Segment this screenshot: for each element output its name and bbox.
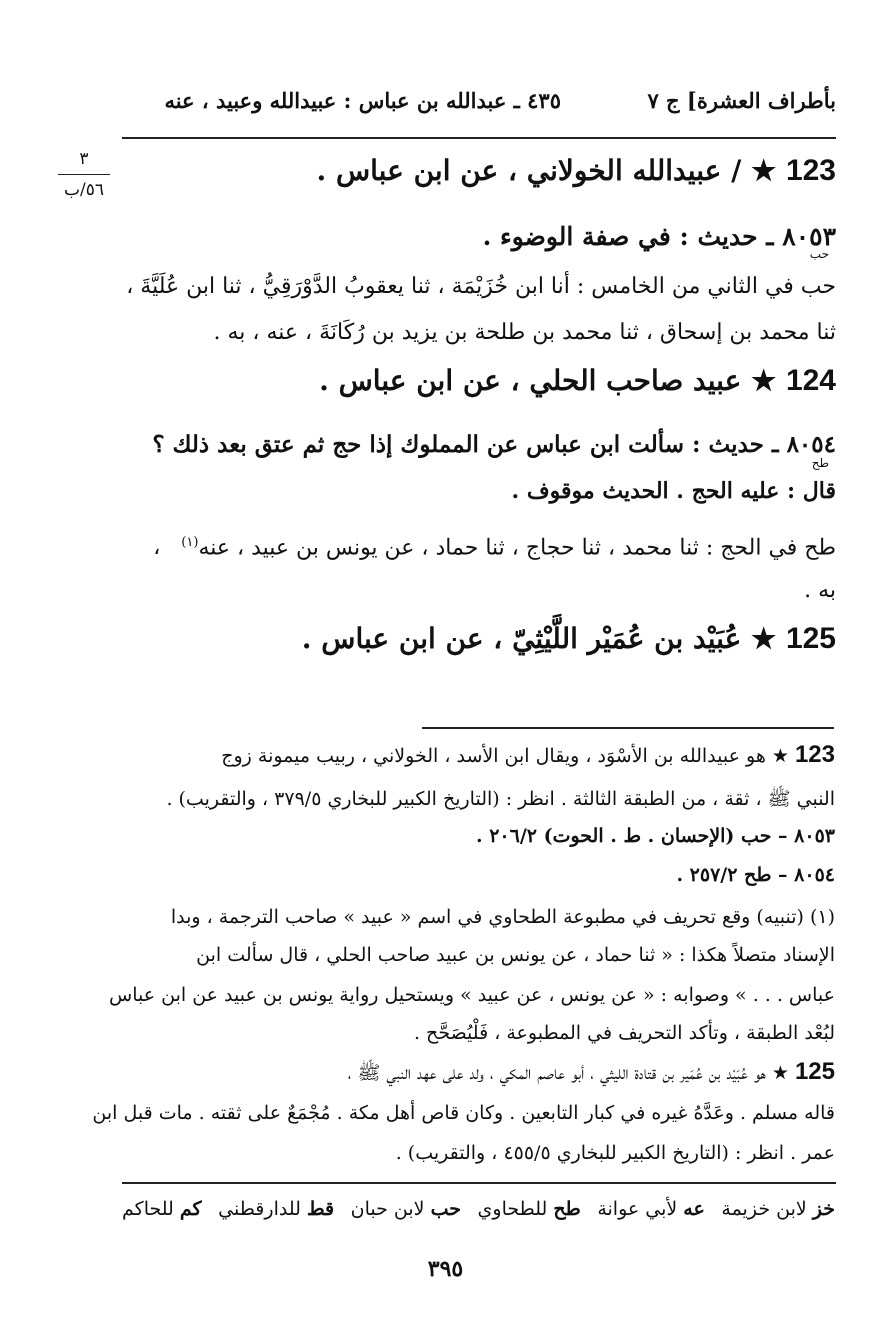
entry-title: ★ عبيد صاحب الحلي ، عن ابن عباس . [319, 364, 777, 397]
entry-124 [319, 366, 836, 396]
footnote-123-line-1 [221, 742, 835, 769]
header-rule [122, 137, 836, 139]
footnote-125-line-2: قاله مسلم . وعَدَّهُ غيره في كبار التابعين . وكان قاص أهل مكة . مُجْمَعٌ على ثقته . مات قبل ابن [92, 1102, 835, 1124]
margin-note-top: ٣ [79, 149, 89, 169]
legend-item [351, 1198, 461, 1220]
legend-code: عه [683, 1198, 705, 1220]
isnad-text: طح في الحج : ثنا محمد ، ثنا حجاج ، ثنا حماد ، عن يونس بن عبيد ، عنه [198, 535, 836, 561]
footnote-number: 123 [794, 741, 835, 768]
legend-item [478, 1198, 581, 1220]
footnote-text: ★ هو عُبَيْد بن عُمَير بن قتادة الليثي ، أبو عاصم المكي ، ولد على عهد النبي ﷺ ، [347, 1062, 789, 1084]
entry-title: ★ عُبَيْد بن عُمَيْر اللَّيْثِيّ ، عن ابن عباس . [301, 622, 777, 655]
running-header-right: بأطراف العشرة] ج ٧ [647, 88, 836, 113]
legend-name: لابن خزيمة [721, 1198, 807, 1220]
legend-name: للدارقطني [218, 1198, 301, 1220]
margin-note-divider [58, 174, 110, 175]
legend-item [218, 1198, 334, 1220]
page-number: ٣٩٥ [427, 1256, 464, 1282]
footnote-1-line-1: (١) (تنبيه) وقع تحريف في مطبوعة الطحاوي في اسم « عبيد » صاحب الترجمة ، وبدا [170, 906, 835, 928]
legend-code: خز [812, 1198, 835, 1220]
footnote-1-line-2: الإسناد متصلاً هكذا : « ثنا حماد ، عن يونس بن عبيد صاحب الحلي ، قال سألت ابن [196, 944, 835, 966]
legend-code: طح [553, 1198, 581, 1220]
legend-name: لأبي عوانة [597, 1198, 678, 1220]
footnote-1-line-3: عباس . . . » وصوابه : « عن يونس ، عن عبيد » ويستحيل رواية يونس بن عبيد عن ابن عباس [109, 984, 835, 1006]
legend-item [597, 1198, 704, 1220]
footnote-8053: ٨٠٥٣ – حب (الإحسان . ط . الحوت) ٢٠٦/٢ . [475, 825, 835, 847]
hadith-8054-continuation: قال : عليه الحج . الحديث موقوف . [511, 478, 836, 504]
footnote-text: ★ هو عبيدالله بن الأسْوَد ، ويقال ابن الأسد ، الخولاني ، ربيب ميمونة زوج [221, 745, 789, 767]
footnote-125-line-3: عمر . انظر : (التاريخ الكبير للبخاري ٤٥٥/٥ ، والتقريب) . [395, 1142, 835, 1164]
isnad-tail: ، [153, 535, 161, 561]
hadith-8053-heading: ٨٠٥٣ ـ حديث : في صفة الوضوء . [482, 222, 836, 251]
legend-rule [122, 1182, 836, 1184]
running-header-title: ٤٣٥ ـ عبدالله بن عباس : عبيدالله وعبيد ، عنه [164, 88, 561, 113]
legend-name: للطحاوي [477, 1198, 548, 1220]
margin-note [52, 148, 116, 201]
hadith-8054-siglum: طح [811, 456, 829, 470]
hadith-8053-siglum: حب [809, 247, 829, 261]
legend-name: لابن حبان [350, 1198, 425, 1220]
entry-125 [302, 624, 836, 654]
isnad-line-1: حب في الثاني من الخامس : أنا ابن خُزَيْمَة ، ثنا يعقوبُ الدَّوْرَقِيُّ ، ثنا ابن عُلَيَّةَ ، [126, 274, 836, 299]
legend-item [721, 1198, 835, 1220]
footnote-125-line-1 [348, 1059, 835, 1086]
entry-number: 124 [785, 364, 836, 397]
entry-number: 125 [785, 622, 836, 655]
legend-code: قط [306, 1198, 335, 1220]
footnote-rule [422, 727, 834, 729]
legend-item [122, 1198, 202, 1220]
footnote-number: 125 [794, 1058, 835, 1085]
footnote-1-line-4: لبُعْد الطبقة ، وتأكد التحريف في المطبوعة ، فَلْيُصَحَّح . [413, 1022, 835, 1044]
entry-123 [316, 156, 836, 186]
isnad-line-4: به . [804, 578, 836, 603]
margin-note-bottom: ٥٦/ب [64, 180, 104, 200]
sigla-legend [122, 1198, 835, 1220]
legend-code: كم [179, 1198, 202, 1220]
isnad-line-3 [153, 528, 836, 563]
hadith-8054-heading: ٨٠٥٤ ـ حديث : سألت ابن عباس عن المملوك إذا حج ثم عتق بعد ذلك ؟ [152, 431, 836, 458]
legend-code: حب [430, 1198, 461, 1220]
isnad-line-2: ثنا محمد بن إسحاق ، ثنا محمد بن طلحة بن يزيد بن رُكَانَةَ ، عنه ، به . [213, 320, 836, 345]
legend-name: للحاكم [122, 1198, 174, 1220]
entry-title: ★ / عبيدالله الخولاني ، عن ابن عباس . [316, 154, 777, 187]
footnote-123-line-2: النبي ﷺ ، ثقة ، من الطبقة الثالثة . انظر : (التاريخ الكبير للبخاري ٣٧٩/٥ ، والتقريب) . [166, 788, 835, 810]
footnote-8054: ٨٠٥٤ – طح ٢٥٧/٢ . [676, 864, 835, 886]
footnote-ref: (١) [181, 535, 199, 550]
entry-number: 123 [785, 154, 836, 187]
